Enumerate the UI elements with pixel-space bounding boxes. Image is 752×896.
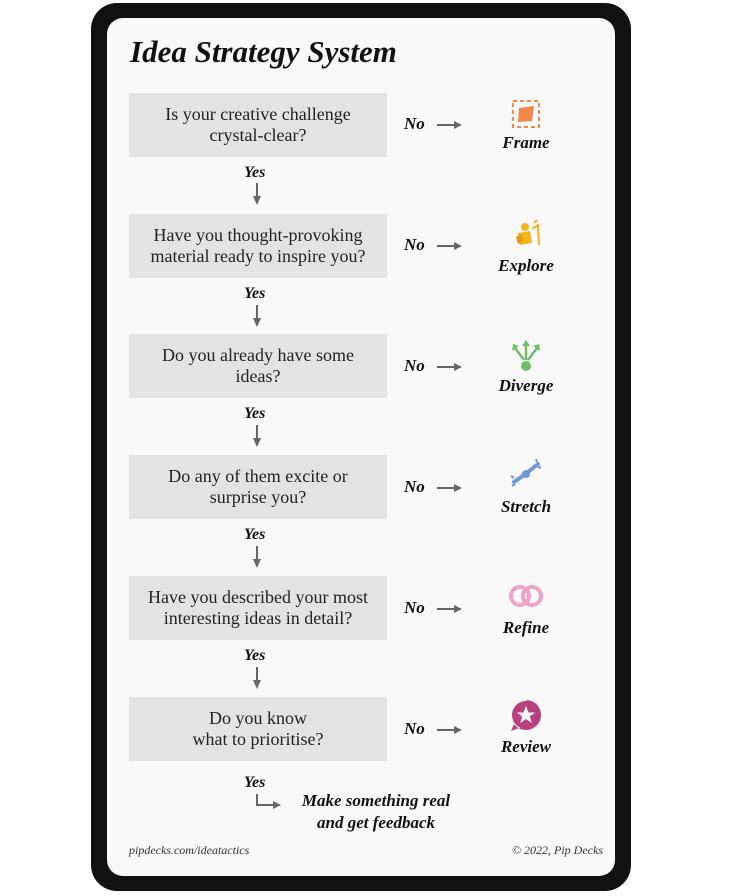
yes-label-3: Yes [244, 405, 266, 422]
question-3-line-1: Do you already have some [162, 345, 354, 365]
strategy-stretch: Stretch [500, 497, 552, 516]
yes-label-6: Yes [244, 774, 266, 791]
strategy-review: Review [500, 737, 552, 756]
arrow-right-icon [437, 362, 462, 372]
page-title: Idea Strategy System [130, 34, 397, 69]
yes-label-1: Yes [244, 164, 266, 181]
explore-icon [508, 217, 544, 253]
question-box-3 [129, 334, 387, 398]
question-box-1 [129, 93, 387, 157]
question-1-line-1: Is your creative challenge [165, 104, 351, 124]
no-label-4: No [404, 477, 425, 496]
arrow-right-icon [437, 120, 462, 130]
question-4-line-2: surprise you? [209, 487, 307, 507]
review-icon [508, 697, 544, 733]
question-2-line-1: Have you thought-provoking [153, 225, 363, 245]
question-box-4 [129, 455, 387, 519]
question-6-line-1: Do you know [209, 708, 307, 728]
no-label-5: No [404, 598, 425, 617]
no-label-6: No [404, 719, 425, 738]
no-label-1: No [404, 114, 425, 133]
strategy-frame: Frame [502, 133, 550, 152]
frame-icon [508, 96, 544, 132]
question-box-5 [129, 576, 387, 640]
arrow-right-icon [437, 725, 462, 735]
refine-icon [508, 578, 544, 614]
arrow-bend-right-icon [252, 794, 282, 810]
stretch-icon [508, 456, 544, 492]
arrow-down-icon [252, 667, 262, 689]
arrow-right-icon [437, 483, 462, 493]
question-4-line-1: Do any of them excite or [168, 466, 348, 486]
yes-label-2: Yes [244, 285, 266, 302]
yes-label-5: Yes [244, 647, 266, 664]
footer-copyright: © 2022, Pip Decks [511, 843, 603, 857]
no-label-2: No [404, 235, 425, 254]
yes-label-4: Yes [244, 526, 266, 543]
final-line-1: Make something real [301, 791, 451, 810]
strategy-explore: Explore [498, 256, 554, 275]
diverge-icon [508, 338, 544, 374]
question-5-line-1: Have you described your most [148, 587, 368, 607]
arrow-down-icon [252, 546, 262, 568]
arrow-right-icon [437, 241, 462, 251]
final-action [286, 790, 466, 834]
question-5-line-2: interesting ideas in detail? [163, 608, 353, 628]
question-box-2 [129, 214, 387, 278]
arrow-right-icon [437, 604, 462, 614]
question-box-6 [129, 697, 387, 761]
arrow-down-icon [252, 305, 262, 327]
arrow-down-icon [252, 425, 262, 447]
question-2-line-2: material ready to inspire you? [150, 246, 366, 266]
strategy-diverge: Diverge [498, 376, 554, 395]
question-6-line-2: what to prioritise? [192, 729, 324, 749]
strategy-refine: Refine [502, 618, 550, 637]
arrow-down-icon [252, 183, 262, 205]
no-label-3: No [404, 356, 425, 375]
question-1-line-2: crystal-clear? [209, 125, 307, 145]
footer-url: pipdecks.com/ideatactics [129, 843, 250, 857]
question-3-line-2: ideas? [235, 366, 281, 386]
final-line-2: and get feedback [316, 813, 436, 832]
